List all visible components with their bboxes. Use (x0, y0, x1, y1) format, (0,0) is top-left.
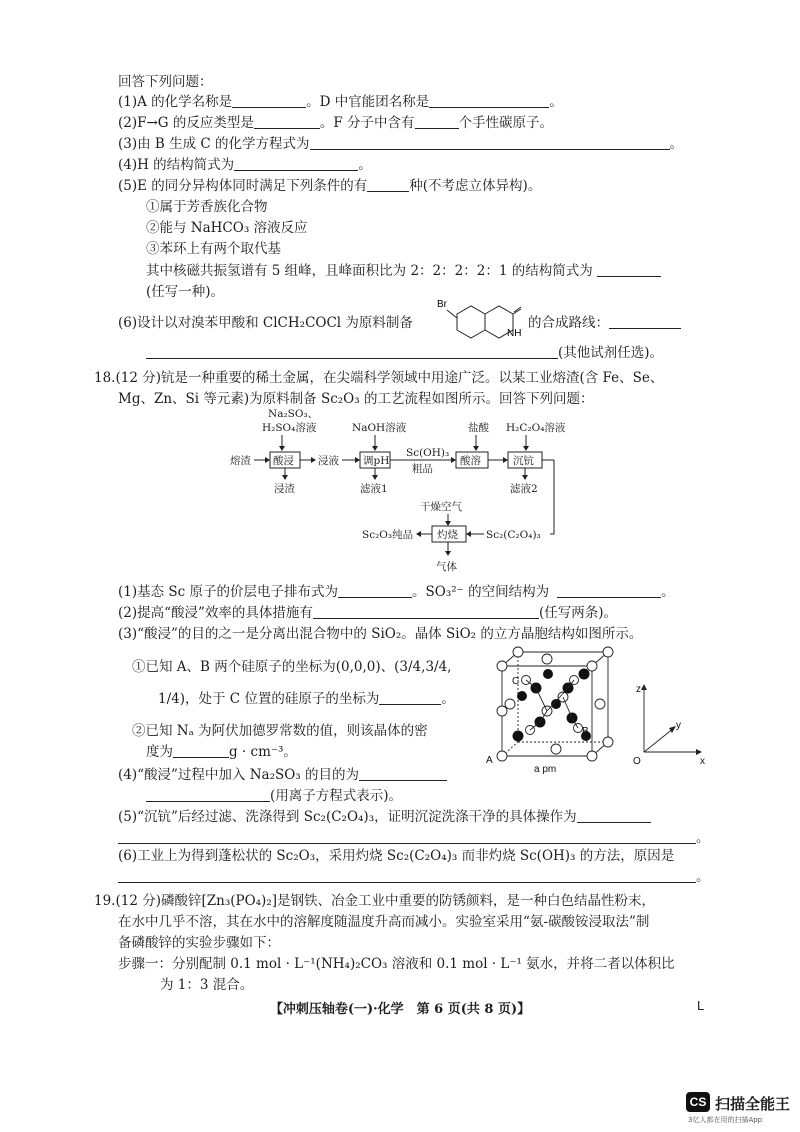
q18-part3: (3)“酸浸”的目的之一是分离出混合物中的 SiO₂。晶体 SiO₂ 的立方晶胞结构如图所示。 (118, 626, 643, 642)
q17-part1: (1)A 的化学名称是 。D 中官能团名称是 。 (118, 94, 563, 110)
box-adjust-ph-label: 调pH (363, 455, 390, 467)
q18-part6: (6)工业上为得到蓬松状的 Sc₂O₃，采用灼烧 Sc₂(C₂O₄)₃ 而非灼烧 Sc(OH)₃ 的方法，原因是 (118, 848, 675, 864)
axis-origin-label: O (633, 756, 641, 767)
scanner-app-name: 扫描全能王 (715, 1095, 791, 1113)
reagent-naoh: NaOH溶液 (352, 422, 407, 434)
q18-part2: (2)提高“酸浸”效率的具体措施有 (任写两条)。 (118, 605, 617, 621)
q17-part6-route: 的合成路线： (528, 314, 681, 332)
q18-part3-b: ②已知 Nₐ 为阿伏加德罗常数的值，则该晶体的密 (132, 723, 428, 739)
q18-part3-a: ①已知 A、B 两个硅原子的坐标为(0,0,0)、(3/4,3/4, (132, 659, 452, 675)
flow-sc-oh3: Sc(OH)₃ (406, 447, 450, 459)
target-molecule-structure (435, 296, 527, 342)
amine-label: NH (507, 328, 522, 339)
waste-filtrate2: 滤液2 (510, 483, 538, 495)
q19-step1-cont: 为 1：3 混合。 (160, 977, 254, 993)
flow-gas: 气体 (436, 561, 457, 573)
reagent-h2so4: H₂SO₄溶液 (262, 422, 317, 434)
reagent-h2c2o4: H₂C₂O₄溶液 (506, 422, 566, 434)
q18-heading-line2: Mg、Zn、Si 等元素)为原料制备 Sc₂O₃ 的工艺流程如图所示。回答下列问题： (118, 391, 594, 407)
q17-condition-2: ②能与 NaHCO₃ 溶液反应 (146, 220, 308, 236)
q18-part4: (4)“酸浸”过程中加入 Na₂SO₃ 的目的为 (118, 766, 447, 784)
q17-intro: 回答下列问题： (118, 74, 213, 90)
atom-label-b: B (582, 726, 589, 737)
sio2-unit-cell-figure (478, 644, 716, 776)
q17-part4: (4)H 的结构简式为 。 (118, 157, 372, 173)
bromo-label: Br (437, 299, 447, 310)
q17-nmr-note: (任写一种)。 (146, 284, 225, 300)
flow-start-slag: 熔渣 (230, 455, 251, 467)
flow-product: Sc₂O₃纯品 (362, 529, 414, 541)
box-calcine-label: 灼烧 (437, 529, 458, 541)
q18-part3-b-cont: 度为 g · cm⁻³。 (146, 744, 297, 760)
q18-part5: (5)“沉钪”后经过滤、洗涤得到 Sc₂(C₂O₄)₃，证明沉淀洗涤干净的具体操作为 (118, 808, 651, 826)
q19-line1: 19.(12 分)磷酸锌[Zn₃(PO₄)₂]是钢铁、冶金工业中重要的防锈颜料，是一种白色结晶性粉末， (94, 893, 656, 909)
q17-condition-1: ①属于芳香族化合物 (146, 199, 268, 215)
q19-line2: 在水中几乎不溶，其在水中的溶解度随温度升高而减小。实验室采用“氨-碳酸铵浸取法”制 (118, 914, 650, 930)
q19-step1: 步骤一：分别配制 0.1 mol · L⁻¹(NH₄)₂CO₃ 溶液和 0.1 mol · L⁻¹ 氨水，并将二者以体积比 (118, 956, 675, 972)
reagent-hcl: 盐酸 (468, 422, 489, 434)
q18-part6-cont: 。 (118, 868, 710, 886)
lattice-parameter-label: a pm (534, 764, 557, 775)
scanner-tagline: 3亿人都在用的扫描App (688, 1116, 763, 1124)
q18-part4-cont: (用离子方程式表示)。 (146, 787, 402, 805)
flow-leachate: 浸液 (318, 455, 339, 467)
atom-label-a: A (486, 755, 493, 766)
axis-y-label: y (676, 720, 681, 731)
q18-heading-line1: 18.(12 分)钪是一种重要的稀土金属，在尖端科学领域中用途广泛。以某工业熔渣(含 Fe、Se、 (94, 370, 664, 386)
page-footer: 【冲刺压轴卷(一)·化学 第 6 页(共 8 页)】 (269, 1002, 531, 1017)
q18-part1: (1)基态 Sc 原子的价层电子排布式为 。SO₃²⁻ 的空间结构为 。 (118, 584, 675, 600)
q17-condition-3: ③苯环上有两个取代基 (146, 241, 281, 257)
axis-z-label: z (636, 684, 641, 695)
scanner-logo-icon: CS (686, 1092, 710, 1112)
box-acid-leach-label: 酸浸 (273, 455, 294, 467)
box-precipitate-sc-label: 沉钪 (513, 455, 534, 467)
flow-crude: 粗品 (412, 463, 433, 475)
q17-part5: (5)E 的同分异构体同时满足下列条件的有 种(不考虑立体异构)。 (118, 178, 542, 194)
flow-dry-air: 干燥空气 (420, 501, 462, 513)
q17-part6-tail: (其他试剂任选)。 (146, 344, 663, 362)
q18-part5-cont: 。 (118, 829, 710, 847)
paper-code-letter: L (697, 998, 705, 1013)
atom-label-c: C (512, 676, 520, 687)
q18-part3-a-cont: 1/4)，处于 C 位置的硅原子的坐标为 。 (158, 691, 455, 707)
q17-part6: (6)设计以对溴苯甲酸和 ClCH₂COCl 为原料制备 (118, 315, 413, 331)
process-flow-diagram (210, 406, 590, 576)
q17-part3: (3)由 B 生成 C 的化学方程式为 。 (118, 136, 684, 152)
axis-x-label: x (700, 756, 705, 767)
reagent-na2so3: Na₂SO₃、 (268, 408, 319, 420)
q17-nmr-line: 其中核磁共振氢谱有 5 组峰，且峰面积比为 2：2：2：2：1 的结构简式为 (146, 262, 661, 280)
q19-line3: 备磷酸锌的实验步骤如下： (118, 935, 280, 951)
waste-filtrate1: 滤液1 (360, 483, 388, 495)
box-acid-dissolve-label: 酸溶 (460, 455, 481, 467)
waste-residue: 浸渣 (274, 483, 295, 495)
q17-part2: (2)F→G 的反应类型是 。F 分子中含有 个手性碳原子。 (118, 115, 554, 131)
flow-sc-oxalate: Sc₂(C₂O₄)₃ (486, 529, 541, 541)
